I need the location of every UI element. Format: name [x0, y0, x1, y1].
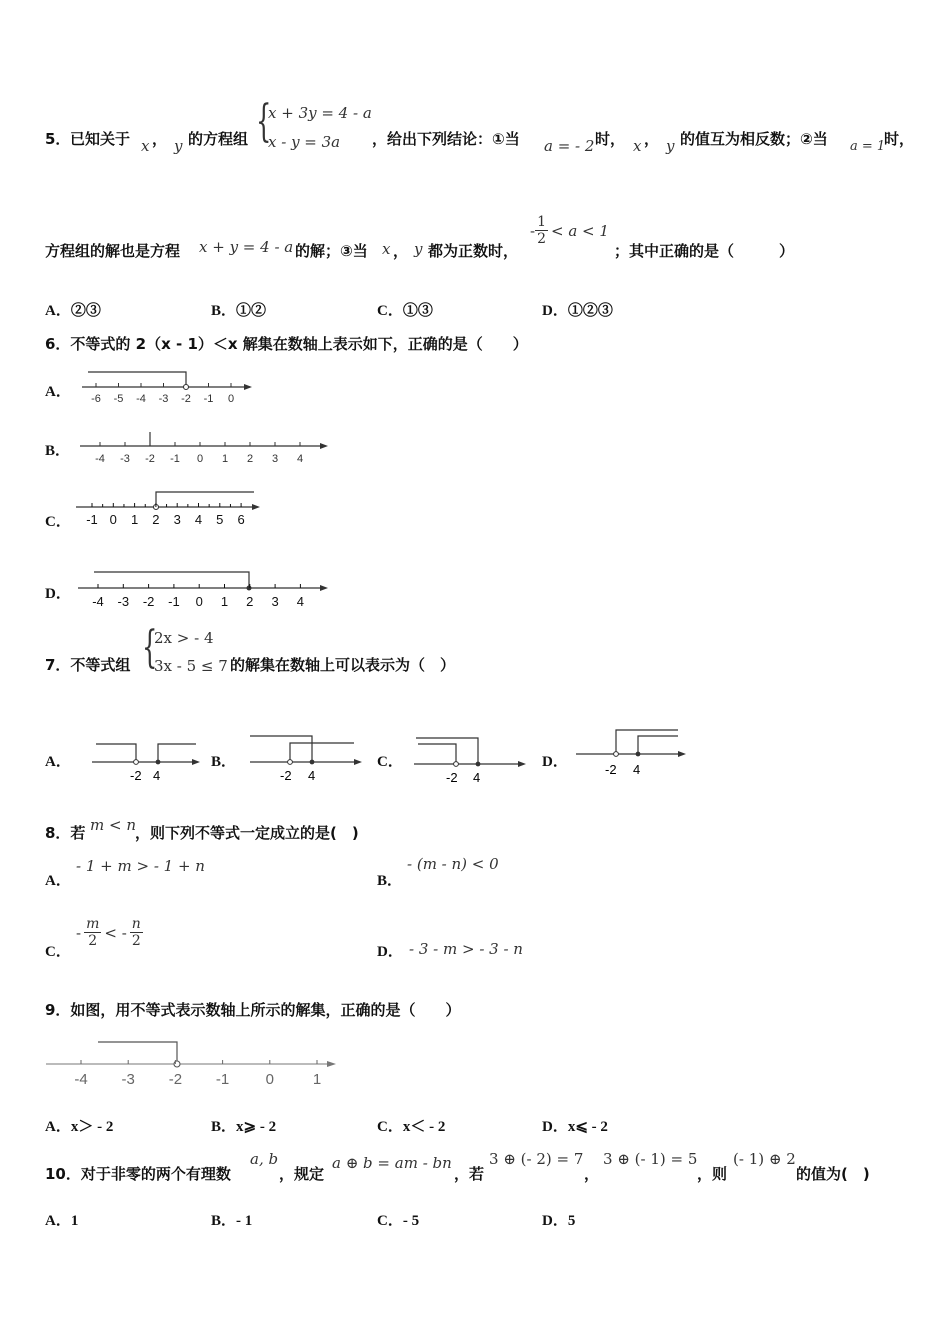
c-den-2: 2 [131, 933, 141, 949]
q5-option-d[interactable]: D．①②③ [542, 303, 613, 319]
q8-option-a-label[interactable]: A． [45, 873, 71, 889]
q5-range-numerator: 1 [537, 214, 546, 230]
tick-label: -3 [117, 594, 130, 609]
q5-equation-3: x + y = 4 - a [199, 238, 294, 256]
q5-text-3: ，给出下列结论：①当 [372, 130, 520, 148]
tick-label-neg2: -2 [446, 770, 458, 785]
q7-option-d-label[interactable]: D． [542, 754, 568, 770]
tick-label: 2 [246, 453, 254, 465]
q7-number-line-b[interactable] [246, 730, 370, 786]
tick-label: -4 [74, 1071, 88, 1088]
closed-endpoint [247, 586, 252, 591]
tick-label: -3 [121, 1071, 135, 1088]
open-endpoint [184, 385, 189, 390]
tick-label-neg2: -2 [280, 768, 292, 783]
q6-option-a-label[interactable]: A． [45, 384, 71, 400]
q5-var-y: y [174, 137, 183, 155]
q10-ab: a, b [250, 1150, 279, 1168]
q9-stem: 9．如图，用不等式表示数轴上所示的解集，正确的是（ ） [45, 1001, 461, 1019]
c-den-1: 2 [88, 933, 98, 949]
q5-text-8: 的解；③当 [295, 242, 368, 260]
q8-condition: m < n [90, 816, 136, 834]
q5-var-x: x [141, 137, 150, 155]
q10-question-expr: (- 1) ⊕ 2 [733, 1150, 796, 1168]
q8-stem-tail: ，则下列不等式一定成立的是( ) [135, 824, 359, 842]
q7-stem-prefix: 7．不等式组 [45, 656, 131, 674]
q10-text-4: 的值为( ) [796, 1165, 870, 1183]
tick-label: -2 [181, 393, 191, 405]
tick-label: 4 [194, 512, 203, 527]
tick-label: 1 [220, 594, 229, 609]
tick-label: 0 [195, 594, 203, 609]
tick-label: -3 [158, 393, 169, 405]
c-fraction-2 [130, 916, 143, 949]
q7-option-c-label[interactable]: C． [377, 754, 403, 770]
tick-label: 1 [221, 453, 229, 465]
q8-option-c-label[interactable]: C． [45, 944, 71, 960]
q8-option-d-expr[interactable]: - 3 - m > - 3 - n [409, 940, 523, 958]
q5-text-10: ；其中正确的是（ ） [614, 242, 795, 260]
q9-option-c[interactable]: C．x＜ - 2 [377, 1119, 446, 1135]
q5-option-c[interactable]: C．①③ [377, 303, 433, 319]
q5-text-2: 的方程组 [188, 130, 249, 148]
q5-var-y-2: y [666, 137, 675, 155]
q10-text-3: ，则 [697, 1165, 728, 1183]
tick-label: -2 [142, 594, 155, 609]
c-num-1: m [86, 916, 100, 932]
q7-stem-tail: 的解集在数轴上可以表示为（ ） [230, 656, 456, 674]
tick-label: 0 [109, 512, 117, 527]
tick-label: -2 [145, 453, 155, 465]
tick-label: 2 [152, 512, 160, 527]
q10-condition-1: 3 ⊕ (- 2) = 7 [489, 1150, 584, 1168]
tick-label: -1 [215, 1071, 230, 1088]
q5-range-denominator: 2 [537, 231, 546, 247]
q5-range [530, 214, 609, 247]
c-minus: - [76, 923, 82, 942]
tick-label: 4 [296, 453, 304, 465]
tick-label: 4 [296, 594, 305, 609]
tick-marks [96, 383, 231, 387]
q10-text-2: ，若 [454, 1165, 485, 1183]
q5-text-5: 的值互为相反数；②当 [680, 130, 828, 148]
q5-equation-2: x - y = 3a [268, 133, 341, 151]
q5-text-4: 时， [595, 130, 626, 148]
q10-definition: a ⊕ b = am - bn [332, 1154, 452, 1172]
q8-option-c-expr[interactable] [76, 916, 143, 949]
q10-stem-prefix: 10．对于非零的两个有理数 [45, 1165, 231, 1183]
q6-option-c-label[interactable]: C． [45, 514, 71, 530]
tick-label: 2 [246, 594, 254, 609]
q5-var-x-2: x [633, 137, 642, 155]
tick-label: -2 [168, 1071, 183, 1088]
tick-label: 1 [312, 1071, 322, 1088]
q8-option-a-expr[interactable]: - 1 + m > - 1 + n [76, 857, 205, 875]
q7-option-b-label[interactable]: B． [211, 754, 237, 770]
tick-label: -6 [91, 393, 101, 405]
q10-option-b[interactable]: B．- 1 [211, 1213, 253, 1229]
tick-label: 6 [237, 512, 245, 527]
q6-stem: 6．不等式的 2（x - 1）＜x 解集在数轴上表示如下，正确的是（ ） [45, 335, 528, 353]
q8-option-b-expr[interactable]: - (m - n) < 0 [407, 855, 499, 873]
q5-text-6: 时， [884, 130, 915, 148]
q10-text-1: ，规定 [279, 1165, 325, 1183]
q5-text-1: 已知关于 [70, 130, 131, 148]
tick-label-neg2: -2 [605, 762, 617, 777]
q10-option-d[interactable]: D．5 [542, 1213, 576, 1229]
q10-comma: ， [584, 1165, 600, 1183]
q7-number-line-c[interactable] [410, 730, 534, 788]
q7-system-brace: { [142, 622, 158, 673]
c-num-2: n [131, 916, 141, 932]
q6-number-line-d[interactable] [76, 566, 334, 610]
tick-label: -4 [95, 453, 105, 465]
tick-label: -4 [136, 393, 146, 405]
q7-option-a-label[interactable]: A． [45, 754, 71, 770]
q5-comma-2: ， [644, 130, 660, 148]
q5-text-7: 方程组的解也是方程 [45, 242, 181, 260]
q7-number-line-d[interactable] [572, 724, 692, 780]
q5-option-a[interactable]: A．②③ [45, 303, 101, 319]
tick-label: 0 [227, 393, 235, 405]
c-fraction-1 [84, 916, 101, 949]
q5-text-9: 都为正数时， [428, 242, 519, 260]
q5-condition-2: a = 1 [850, 139, 886, 154]
tick-label: 3 [271, 594, 279, 609]
q9-option-b[interactable]: B．x⩾ - 2 [211, 1119, 277, 1135]
tick-label: -1 [203, 393, 214, 405]
q10-option-a[interactable]: A．1 [45, 1213, 79, 1229]
q8-stem-prefix: 8．若 [45, 824, 86, 842]
q5-comma: ， [152, 130, 168, 148]
q9-number-line [44, 1034, 344, 1090]
q6-number-line-a[interactable] [80, 366, 260, 410]
tick-label-4: 4 [308, 768, 316, 783]
tick-label: -3 [120, 453, 130, 465]
q5-range-tail: < a < 1 [551, 221, 609, 240]
q10-option-c[interactable]: C．- 5 [377, 1213, 420, 1229]
q5-number: 5． [45, 130, 71, 148]
tick-label: 0 [196, 453, 204, 465]
q5-comma-3: ， [393, 242, 409, 260]
c-mid: < - [104, 923, 127, 942]
tick-label: -1 [170, 453, 180, 465]
q9-option-a[interactable]: A．x＞ - 2 [45, 1119, 114, 1135]
q5-equation-1: x + 3y = 4 - a [268, 104, 372, 122]
tick-label: -5 [113, 393, 124, 405]
q7-inequality-2: 3x - 5 ≤ 7 [154, 657, 228, 675]
q6-option-d-label[interactable]: D． [45, 586, 71, 602]
q5-var-y-3: y [414, 240, 423, 258]
tick-label: -1 [168, 594, 180, 609]
q5-range-minus: - [530, 221, 536, 240]
tick-label: 0 [265, 1071, 274, 1088]
tick-label-4: 4 [633, 762, 641, 777]
tick-label-4: 4 [153, 768, 161, 783]
q8-option-d-label[interactable]: D． [377, 944, 403, 960]
q6-option-b-label[interactable]: B． [45, 443, 71, 459]
tick-label: -1 [86, 512, 98, 527]
q5-range-fraction [535, 214, 548, 247]
tick-label: 3 [271, 453, 279, 465]
q5-option-b[interactable]: B．①② [211, 303, 267, 319]
q6-number-line-c[interactable] [74, 488, 264, 530]
tick-label-4: 4 [473, 770, 481, 785]
q9-option-d[interactable]: D．x⩽ - 2 [542, 1119, 608, 1135]
q10-condition-2: 3 ⊕ (- 1) = 5 [603, 1150, 698, 1168]
q5-system-brace: { [256, 96, 272, 147]
q7-inequality-1: 2x > - 4 [154, 629, 214, 647]
q5-var-x-3: x [382, 240, 391, 258]
q8-option-b-label[interactable]: B． [377, 873, 403, 889]
tick-label-neg2: -2 [130, 768, 142, 783]
q5-condition-1: a = - 2 [544, 137, 595, 155]
tick-label: 3 [173, 512, 181, 527]
tick-label: -4 [92, 594, 104, 609]
q7-number-line-a[interactable] [88, 736, 206, 786]
q6-number-line-b[interactable] [78, 428, 333, 468]
tick-label: 5 [216, 512, 224, 527]
tick-label: 1 [130, 512, 139, 527]
